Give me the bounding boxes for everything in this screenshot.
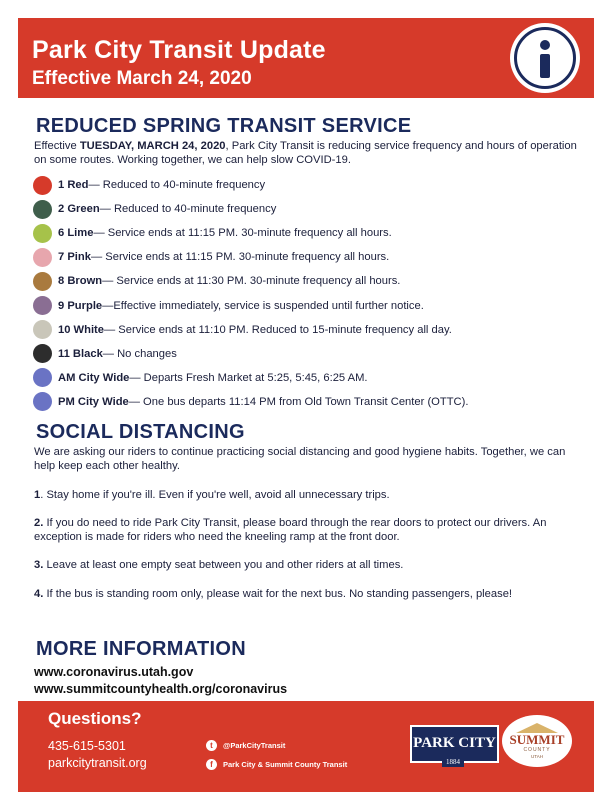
route-item [33,319,452,341]
route-item [33,198,276,220]
route-item [33,391,468,413]
route-color-dot [33,224,52,243]
park-city-logo-year: 1884 [442,757,464,767]
route-description: — Service ends at 11:15 PM. 30-minute frequency all hours. [93,227,392,240]
route-color-dot [33,272,52,291]
route-description: — Service ends at 11:30 PM. 30-minute frequency all hours. [102,275,401,288]
route-item [33,343,177,365]
reduced-service-intro: Effective TUESDAY, MARCH 24, 2020, Park City Transit is reducing service frequency and hours of operation on some routes. Working together, we can help slow COVID-19. [34,140,577,166]
route-color-dot [33,296,52,315]
route-item [33,295,424,317]
route-color-dot [33,248,52,267]
route-description: — Service ends at 11:10 PM. Reduced to 15-minute frequency all day. [104,323,452,336]
route-item [33,367,368,389]
route-color-dot [33,320,52,339]
header-banner [18,18,594,98]
coronavirus-utah-link[interactable]: www.coronavirus.utah.gov [34,665,194,679]
route-description: — One bus departs 11:14 PM from Old Town Transit Center (OTTC). [128,395,469,408]
route-name: 2 Green [58,203,100,216]
questions-heading: Questions? [48,709,142,728]
park-city-logo: PARK CITY [410,725,499,763]
route-name: 6 Lime [58,227,94,240]
route-description: —Effective immediately, service is suspended until further notice. [102,299,424,312]
route-name: PM City Wide [58,395,129,408]
route-name: AM City Wide [58,371,130,384]
page-title: Park City Transit Update [32,36,326,64]
page-subtitle: Effective March 24, 2020 [32,68,252,89]
route-name: 8 Brown [58,275,103,288]
route-name: 1 Red [58,179,89,191]
route-color-dot [33,392,52,411]
route-color-dot [33,176,52,195]
route-description: — No changes [102,347,177,360]
route-color-dot [33,200,52,219]
tip-2: 2. If you do need to ride Park City Transit, please board through the rear doors to protect our drivers. An exception is made for riders who need the kneeling ramp at the front door. [34,517,547,543]
route-description: — Reduced to 40-minute frequency [99,203,277,216]
tip-1: 1. Stay home if you're ill. Even if you're well, avoid all unnecessary trips. [34,489,390,501]
website-link[interactable]: parkcitytransit.org [48,756,147,770]
route-description: — Reduced to 40-minute frequency [88,179,266,191]
route-name: 9 Purple [58,299,103,312]
summit-county-logo: SUMMIT COUNTY UTAH [502,715,572,767]
route-item [33,222,392,244]
route-name: 7 Pink [58,251,91,264]
twitter-icon: t [206,740,217,751]
info-icon [510,23,580,93]
route-name: 11 Black [58,347,103,360]
route-color-dot [33,344,52,363]
footer-banner [18,701,594,792]
route-description: — Service ends at 11:15 PM. 30-minute frequency all hours. [90,251,390,264]
more-information-heading: MORE INFORMATION [36,638,246,660]
phone-number[interactable]: 435-615-5301 [48,739,126,753]
tip-4: 4. If the bus is standing room only, please wait for the next bus. No standing passengers, please! [34,588,513,600]
reduced-service-heading: REDUCED SPRING TRANSIT SERVICE [36,115,412,137]
twitter-handle[interactable]: t @ParkCityTransit [206,740,285,751]
route-item [33,246,389,268]
route-item [33,174,265,196]
facebook-icon: f [206,759,217,770]
route-item [33,270,400,292]
route-color-dot [33,368,52,387]
summit-county-health-link[interactable]: www.summitcountyhealth.org/coronavirus [34,682,288,696]
social-distancing-heading: SOCIAL DISTANCING [36,421,245,443]
route-name: 10 White [58,323,105,336]
facebook-page[interactable]: f Park City & Summit County Transit [206,759,347,770]
social-distancing-intro: We are asking our riders to continue practicing social distancing and good hygiene habits. Together, we can help keep each other healthy. [34,446,566,472]
tip-3: 3. Leave at least one empty seat between you and other riders at all times. [34,559,404,571]
route-description: — Departs Fresh Market at 5:25, 5:45, 6:25 AM. [129,371,368,384]
